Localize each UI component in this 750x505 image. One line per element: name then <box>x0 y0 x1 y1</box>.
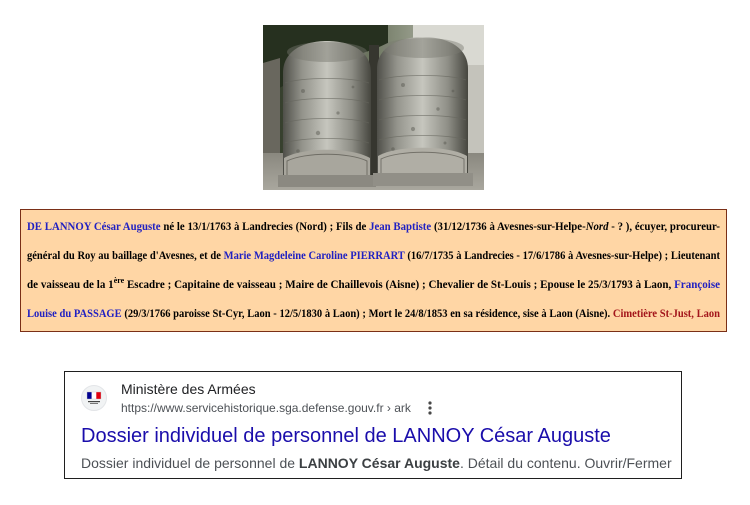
biography-panel <box>20 209 727 332</box>
biography-text: de vaisseau de la 1 <box>27 279 114 291</box>
result-snippet <box>81 453 672 473</box>
snippet-highlight: LANNOY César Auguste <box>298 455 460 471</box>
biography-text: Nord <box>585 221 609 233</box>
biography-text: (16/7/1735 à Landrecies - 17/6/1786 à Avesnes-sur-Helpe) ; Lieutenant <box>404 250 720 262</box>
biography-text: Escadre ; Capitaine de vaisseau ; Maire de Chaillevois (Aisne) ; Chevalier de St-Louis ; Epouse le 25/3/1793 à Laon, <box>124 279 675 291</box>
result-url[interactable]: https://www.servicehistorique.sga.defense.gouv.fr › ark <box>121 401 411 415</box>
biography-line <box>27 271 720 300</box>
biography-line <box>27 242 720 271</box>
snippet-text: . Détail du contenu. Ouvrir/Fermer <box>459 455 672 471</box>
person-name: Jean Baptiste <box>369 221 432 233</box>
person-name: Louise du PASSAGE <box>27 308 122 320</box>
snippet-text: Dossier individuel de personnel de <box>81 455 299 471</box>
marianne-favicon-icon[interactable] <box>81 385 107 411</box>
biography-text: (29/3/1766 paroisse St-Cyr, Laon - 12/5/1830 à Laon) ; Mort le 24/8/1853 en sa résidence, sise à Laon (Aisne). <box>121 308 613 320</box>
more-vertical-icon[interactable] <box>423 400 437 416</box>
search-result-card <box>64 371 682 479</box>
person-name: DE LANNOY César Auguste <box>27 221 161 233</box>
biography-text: né le 13/1/1763 à Landrecies (Nord) ; Fils de <box>160 221 370 233</box>
biography-line <box>27 300 720 329</box>
biography-text: - ? ), écuyer, procureur- <box>608 221 720 233</box>
ordinal-suffix: ère <box>113 276 125 286</box>
result-site-name[interactable]: Ministère des Armées <box>121 381 256 397</box>
biography-text: (31/12/1736 à Avesnes-sur-Helpe- <box>431 221 586 233</box>
burial-place: Cimetière St-Just, Laon <box>612 308 721 320</box>
biography-text: général du Roy au baillage d'Avesnes, et de <box>27 250 224 262</box>
result-url-row <box>121 400 437 416</box>
result-title-link[interactable]: Dossier individuel de personnel de LANNOY César Auguste <box>81 425 611 447</box>
biography-line <box>27 213 720 242</box>
person-name: Marie Magdeleine Caroline PIERRART <box>223 250 405 262</box>
tomb-photo <box>263 25 484 190</box>
person-name: Françoise <box>674 279 721 291</box>
